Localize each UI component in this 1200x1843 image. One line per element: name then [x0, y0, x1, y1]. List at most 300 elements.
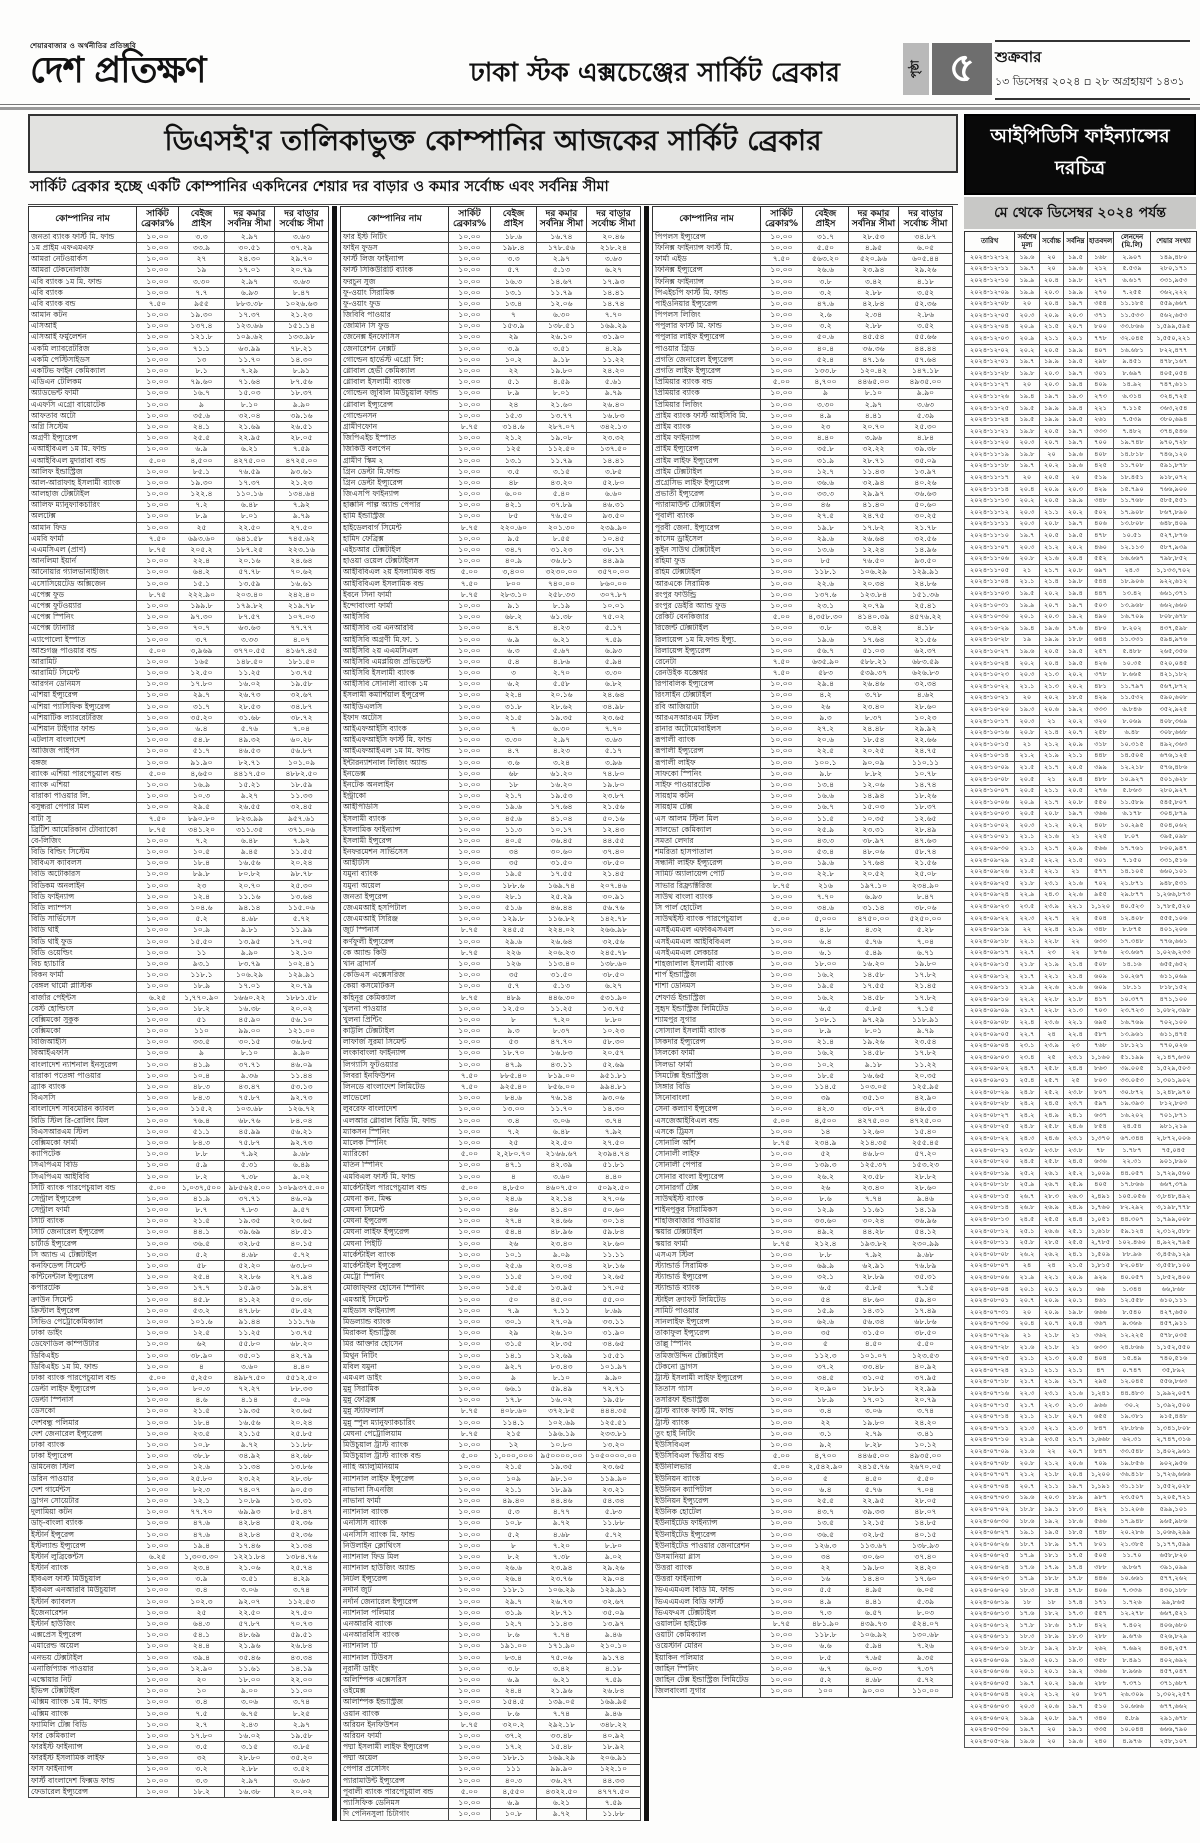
value-cell: ১০.০০: [761, 634, 803, 645]
value-cell: ৫৭.৭৮: [225, 567, 275, 578]
company-name-cell: ভিএফএস টেক্সটাইল: [653, 1608, 761, 1619]
table-row: [653, 1652, 953, 1663]
company-name-cell: অলিম্পিক এক্সেসরিস: [341, 1675, 449, 1686]
company-name-cell: ইন্দোবাংলা ফার্মা: [341, 601, 449, 612]
value-cell: ৪৩৭,৫৯৮: [1151, 623, 1197, 635]
value-cell: ৭.৯: [491, 1306, 537, 1317]
table-row: [341, 858, 641, 869]
value-cell: ৭.৭০: [587, 724, 641, 735]
value-cell: ৪৫৭৬.২২: [899, 612, 953, 623]
company-name-cell: ন্যাশনাল লাইফ ইন্সুরেন্স: [341, 1473, 449, 1484]
company-name-cell: ২০২৪-০৯-২২: [965, 913, 1015, 925]
company-name-cell: মতিন স্পিনিং: [341, 1160, 449, 1171]
table-row: [965, 298, 1197, 310]
value-cell: ৪.৫০: [849, 1473, 899, 1484]
value-cell: ২০.৭: [1040, 437, 1064, 449]
value-cell: ১০.০০: [137, 1059, 179, 1070]
value-cell: ২১.৪৫: [587, 869, 641, 880]
value-cell: ৪০৬: [1088, 518, 1114, 530]
value-cell: ১০১.৬: [179, 1317, 225, 1328]
value-cell: ১২.১৫: [849, 1518, 899, 1529]
value-cell: ১৯.৭: [1040, 391, 1064, 403]
table-row: [965, 1620, 1197, 1632]
company-name-cell: ২০২৪-০৯-০৮: [965, 1017, 1015, 1029]
value-cell: ২১.৩৮৫: [1114, 1539, 1151, 1551]
value-cell: ১০.০০: [761, 1149, 803, 1160]
value-cell: ৪.৭৭: [537, 1507, 587, 1518]
value-cell: ১৭.৮০: [179, 679, 225, 690]
table-row: [341, 332, 641, 343]
company-name-cell: রিংসাইন টেক্সটাইল: [653, 690, 761, 701]
company-name-cell: ডেসকো: [29, 1406, 137, 1417]
value-cell: ১৫.৭৯০: [1114, 484, 1151, 496]
company-name-cell: ২০২৪-১০-২৯: [965, 623, 1015, 635]
value-cell: ৩.৮: [803, 276, 849, 287]
value-cell: ২১: [1064, 1330, 1088, 1342]
value-cell: ১২.১১৩: [1114, 542, 1151, 554]
value-cell: ২৩.৯: [1040, 901, 1064, 913]
value-cell: ২০.৫: [1064, 1353, 1088, 1365]
value-cell: ১০.০০: [449, 433, 491, 444]
value-cell: ১৯.৬: [1064, 263, 1088, 275]
value-cell: ১৯.২৬: [849, 1037, 899, 1048]
company-name-cell: হাওয়া ওয়েল টেক্সটাইলস: [341, 556, 449, 567]
company-name-cell: ২০২৪-০৯-১২: [965, 971, 1015, 983]
table-row: [29, 1574, 329, 1585]
company-name-cell: এপেক্স স্পিনিং: [29, 612, 137, 623]
value-cell: ৩৩.৪৮: [537, 1731, 587, 1742]
value-cell: ৭০০: [1088, 437, 1114, 449]
value-cell: ৩৭.২: [803, 1361, 849, 1372]
value-cell: ৫.৮৫: [849, 1003, 899, 1014]
value-cell: ১৯.৭: [1015, 263, 1040, 275]
value-cell: ২২: [1064, 947, 1088, 959]
value-cell: ১৬.০২: [225, 1731, 275, 1742]
value-cell: ৮৮.৯৬: [1114, 1249, 1151, 1261]
company-name-cell: বারাকা পতেঙ্গা পাওয়ার: [29, 1071, 137, 1082]
value-cell: ১০.০০: [449, 869, 491, 880]
value-cell: ৯০২,৯৫৬: [1151, 1457, 1197, 1469]
value-cell: ২৮.৩৫: [537, 1339, 587, 1350]
value-cell: ১০.০০: [449, 746, 491, 757]
value-cell: ১৪.৮১৮: [1114, 449, 1151, 461]
value-cell: ৪০.৪: [803, 343, 849, 354]
value-cell: ৩.৩০: [587, 668, 641, 679]
value-cell: ৪৯২,৩৬৩: [1151, 739, 1197, 751]
company-name-cell: লাভেলো: [341, 1093, 449, 1104]
value-cell: ৬৩৫.৯০: [803, 657, 849, 668]
company-name-cell: ওয়ালটন হাইটেক: [653, 1619, 761, 1630]
value-cell: ১০.২: [491, 355, 537, 366]
table-row: [29, 1182, 329, 1193]
table-row: [341, 500, 641, 511]
value-cell: ৩.১৫: [225, 1742, 275, 1753]
table-row: [965, 959, 1197, 971]
company-name-cell: আইসিবি: [341, 612, 449, 623]
table-row: [29, 892, 329, 903]
value-cell: ৮.৭৫: [137, 545, 179, 556]
value-cell: ১০.৩: [179, 791, 225, 802]
company-name-cell: ২০২৪-০৯-১৭: [965, 947, 1015, 959]
value-cell: ১০.০০: [449, 724, 491, 735]
value-cell: ১০.৮০: [537, 1440, 587, 1451]
company-name-cell: আইসিবি অগ্রণী মি.ফা. ১: [341, 634, 449, 645]
value-cell: ১০.০০: [137, 355, 179, 366]
table-row: [29, 1294, 329, 1305]
value-cell: ১১০.১৬: [225, 489, 275, 500]
table-row: [29, 500, 329, 511]
company-name-cell: গোল্ডেন হার্ভেস্ট এগ্রো লি:: [341, 355, 449, 366]
value-cell: ১০.৩৫: [1114, 657, 1151, 669]
value-cell: ১০.০০: [761, 802, 803, 813]
value-cell: ১৯.৫: [1064, 646, 1088, 658]
value-cell: ১৫৪.৫: [491, 1697, 537, 1708]
value-cell: ৭.৫০: [761, 254, 803, 265]
value-cell: ১০.০০: [137, 343, 179, 354]
company-name-cell: ২০২৪-১১-০৫: [965, 565, 1015, 577]
value-cell: ৩৬.২৭: [537, 1775, 587, 1786]
value-cell: ১৮.৯: [1064, 1492, 1088, 1504]
value-cell: ১৭.৮২: [849, 522, 899, 533]
value-cell: ১১.৮৮: [587, 1518, 641, 1529]
table-row: [965, 402, 1197, 414]
value-cell: ১০.০০: [449, 858, 491, 869]
company-name-cell: স্টাইল ক্র্যাফট লিমিটেড: [653, 1294, 761, 1305]
company-name-cell: মুন্নু সিরামিক: [341, 1384, 449, 1395]
table-row: [965, 1214, 1197, 1226]
value-cell: ৮.৯: [491, 388, 537, 399]
value-cell: ৪.০৭: [275, 634, 329, 645]
value-cell: ২৬.৫১: [275, 422, 329, 433]
value-cell: ১২.২২৫: [1114, 1330, 1151, 1342]
value-cell: ৫৫.৬৬: [899, 332, 953, 343]
table-row: [653, 232, 953, 243]
company-name-cell: ২০২৪-০৭-০৮: [965, 1457, 1015, 1469]
value-cell: ৫৮৮.২১: [849, 657, 899, 668]
value-cell: ১৭.০১: [225, 265, 275, 276]
table-row: [29, 824, 329, 835]
table-row: [341, 1641, 641, 1652]
value-cell: ৪১.২২: [225, 1294, 275, 1305]
company-name-cell: দি পেনিনসুলা চিটাগাং: [341, 1809, 449, 1820]
value-cell: ২০.২৪: [275, 858, 329, 869]
value-cell: ২১.৫: [1040, 321, 1064, 333]
value-cell: ৫.০০: [449, 1149, 491, 1160]
value-cell: ২৬.৩: [1064, 1191, 1088, 1203]
value-cell: ৪১.০৪: [537, 813, 587, 824]
company-name-cell: সিটি ব্যাংক পারপেচুয়াল বন্ড: [29, 1182, 137, 1193]
value-cell: ৫.০০: [137, 1182, 179, 1193]
table-row: [29, 534, 329, 545]
value-cell: ১০.০০: [449, 1462, 491, 1473]
company-name-cell: ইবনে সিনা ফার্মা: [341, 590, 449, 601]
value-cell: ১৮.৩: [1015, 1585, 1040, 1597]
page-number: ৫: [932, 43, 992, 95]
value-cell: ৫২.৩৬: [275, 1529, 329, 1540]
value-cell: ৫৯.৪০: [899, 1294, 953, 1305]
table-row: [653, 1540, 953, 1551]
value-cell: ২১.২৩: [275, 310, 329, 321]
company-name-cell: অরিয়ন ফার্মা: [341, 1731, 449, 1742]
value-cell: ২১.৫: [179, 1406, 225, 1417]
value-cell: ৯.৪৫১: [1114, 356, 1151, 368]
value-cell: ৪৭.৬৩: [899, 836, 953, 847]
table-row: [29, 455, 329, 466]
value-cell: ১০.০০: [137, 1384, 179, 1395]
value-cell: ২৫.৮: [1040, 1063, 1064, 1075]
value-cell: ২১.৫: [1064, 855, 1088, 867]
value-cell: ৮৫৪: [1088, 1121, 1114, 1133]
value-cell: ৩৩.৮৬৬: [1114, 321, 1151, 333]
table-row: [653, 1216, 953, 1227]
value-cell: ২০৬.৯১: [587, 1753, 641, 1764]
value-cell: ১০.০০: [137, 948, 179, 959]
circuit-breaker-section: [28, 114, 958, 1821]
value-cell: ২১.৯: [1015, 1434, 1040, 1446]
table-row: [341, 1540, 641, 1551]
value-cell: ৪৮.৬৯: [225, 1630, 275, 1641]
value-cell: ৫৬৬: [1088, 1515, 1114, 1527]
company-name-cell: অ্যাডভেন্ট ফার্মা: [29, 388, 137, 399]
value-cell: ২০.১৬: [225, 556, 275, 567]
value-cell: ১,৩০৩.৩০: [179, 1552, 225, 1563]
table-row: [653, 1294, 953, 1305]
table-row: [29, 1719, 329, 1730]
company-name-cell: মাইডাস ফাইন্যান্স: [341, 1306, 449, 1317]
value-cell: ৫২.৪: [803, 355, 849, 366]
value-cell: ১৬.৭০৯: [1114, 611, 1151, 623]
table-row: [341, 1809, 641, 1820]
value-cell: ২০৩.৪০: [225, 590, 275, 601]
table-row: [965, 1539, 1197, 1551]
table-row: [965, 344, 1197, 356]
table-row: [29, 466, 329, 477]
value-cell: ৩.৮: [491, 1664, 537, 1675]
value-cell: ২১.৩: [1040, 681, 1064, 693]
value-cell: ২১.৩: [1040, 669, 1064, 681]
company-name-cell: প্রাইম ব্যাংক ফার্স্ট আইসিবি মি.: [653, 411, 761, 422]
value-cell: ১৭.৬: [1064, 623, 1088, 635]
company-name-cell: ফু-ওয়াং সিরামিক: [341, 287, 449, 298]
value-cell: ২০.৪: [1064, 773, 1088, 785]
value-cell: ১০.০০: [449, 399, 491, 410]
value-cell: ৪৯.৪০: [491, 1496, 537, 1507]
company-name-cell: ২০২৪-১১-২৬: [965, 391, 1015, 403]
value-cell: ৮৫৬.০০: [537, 1082, 587, 1093]
value-cell: ১৯.৬: [1015, 1492, 1040, 1504]
value-cell: ২৯.০৪: [587, 1574, 641, 1585]
company-name-cell: ডিবিএইচ: [29, 1350, 137, 1361]
value-cell: ৭: [491, 724, 537, 735]
table-row: [653, 1104, 953, 1115]
value-cell: ৪৭৮: [1088, 530, 1114, 542]
value-cell: ৫.৫৮: [537, 679, 587, 690]
value-cell: ২০.৯০: [803, 1384, 849, 1395]
company-name-cell: সোনার বাংলা ইন্স্যুরেন্স: [653, 1171, 761, 1182]
value-cell: ৯.৮১: [225, 925, 275, 936]
value-cell: ১২.৯০: [179, 1664, 225, 1675]
value-cell: ৬২.৩১: [1114, 1434, 1151, 1446]
value-cell: ৬.৫৭: [849, 1608, 899, 1619]
table-row: [653, 824, 953, 835]
value-cell: ৯.১৮: [537, 355, 587, 366]
value-cell: ২২.৪: [1064, 1028, 1088, 1040]
value-cell: ৩৬.৪৫: [537, 836, 587, 847]
table-row: [341, 310, 641, 321]
value-cell: ৪.৬৮: [537, 1529, 587, 1540]
company-name-cell: ফার্স্ট বাংলাদেশ ফিক্সড ফান্ড: [29, 1775, 137, 1786]
value-cell: ২০.৩৫: [899, 1071, 953, 1082]
table-row: [653, 556, 953, 567]
company-name-cell: প্রাইম ইন্স্যুরেন্স: [653, 444, 761, 455]
value-cell: ১৬.২: [803, 992, 849, 1003]
value-cell: ২৩.৯৪: [537, 1563, 587, 1574]
table-row: [341, 366, 641, 377]
value-cell: ১০.০০: [449, 1160, 491, 1171]
company-name-cell: শমরিতা হাসপাতাল: [653, 847, 761, 858]
table-row: [653, 366, 953, 377]
value-cell: ১০.০০: [137, 735, 179, 746]
value-cell: ১০.০০: [137, 1171, 179, 1182]
table-row: [653, 1462, 953, 1473]
value-cell: ১৯.৭: [1064, 368, 1088, 380]
value-cell: ১০.০০: [449, 232, 491, 243]
value-cell: ১১.৬১: [225, 1664, 275, 1675]
value-cell: ২৪.২০: [899, 1563, 953, 1574]
table-row: [29, 724, 329, 735]
company-name-cell: বিডি সার্ভিসেস: [29, 914, 137, 925]
value-cell: ৩৬.৮৫: [275, 1037, 329, 1048]
value-cell: ১০.০০: [449, 847, 491, 858]
page-number-badge: [903, 43, 992, 95]
table-row: [965, 495, 1197, 507]
company-name-cell: মার্কেন্টাইল ব্যাংক: [341, 1250, 449, 1261]
company-name-cell: রহিমা ফুড: [653, 556, 761, 567]
value-cell: ৭৫,০৪৫: [1151, 1144, 1197, 1156]
table-row: [653, 1015, 953, 1026]
value-cell: ১৯: [179, 265, 225, 276]
company-name-cell: এস্কোয়ার নিট: [29, 1675, 137, 1686]
value-cell: ২০.২: [1015, 657, 1040, 669]
value-cell: ১৯.৯: [1040, 356, 1064, 368]
column-header: শেয়ার সংখ্যা: [1151, 232, 1197, 252]
value-cell: ১০.০০: [761, 1104, 803, 1115]
value-cell: ২০.৩: [1064, 484, 1088, 496]
value-cell: ১৯.৪: [1064, 379, 1088, 391]
value-cell: ১৯৯.৮: [179, 601, 225, 612]
company-name-cell: ২০২৪-০৬-১০: [965, 1643, 1015, 1655]
value-cell: ১০.০০: [137, 578, 179, 589]
value-cell: ৪২৭,৬৫০: [1151, 1307, 1197, 1319]
value-cell: ৫৩.২: [179, 1306, 225, 1317]
value-cell: ৭০৩: [1088, 1005, 1114, 1017]
value-cell: ৫০.১৬: [587, 813, 641, 824]
table-row: [653, 388, 953, 399]
company-name-cell: তিতাস গ্যাস: [653, 1384, 761, 1395]
company-name-cell: এসএস স্টিল: [653, 1250, 761, 1261]
value-cell: ২৬.৮৪: [587, 1686, 641, 1697]
value-cell: ২১৪.৩৫: [849, 1138, 899, 1149]
value-cell: ৩.০৬: [849, 1406, 899, 1417]
company-name-cell: বাংলাদেশ ন্যাশনাল ইনসুরেন্স: [29, 1059, 137, 1070]
table-row: [341, 1507, 641, 1518]
value-cell: ২০.৯: [1040, 1295, 1064, 1307]
value-cell: ৭.৩৭: [899, 1664, 953, 1675]
value-cell: ১০.০০: [137, 1686, 179, 1697]
company-name-cell: শ্যামপুর সুগার: [653, 1015, 761, 1026]
value-cell: ৪.৭: [491, 623, 537, 634]
value-cell: ২.৮৮: [225, 1764, 275, 1775]
value-cell: ৩৫.২০: [275, 1753, 329, 1764]
company-name-cell: প্যাসিফিক ডেনিমস: [341, 1798, 449, 1809]
value-cell: ৪৪১৭.৫০: [225, 769, 275, 780]
value-cell: ২১.৫: [491, 1462, 537, 1473]
value-cell: ২৪.৮: [1015, 1121, 1040, 1133]
value-cell: ৪০৮: [1088, 820, 1114, 832]
value-cell: ১১৩.৪০: [537, 959, 587, 970]
table-row: [29, 1361, 329, 1372]
table-row: [653, 444, 953, 455]
value-cell: ২২.২: [1015, 994, 1040, 1006]
value-cell: ১০.০০: [761, 1171, 803, 1182]
value-cell: ৪৭: [1088, 1365, 1114, 1377]
value-cell: ১৯.৩৫: [537, 713, 587, 724]
value-cell: ৩৫.০১: [225, 1350, 275, 1361]
company-name-cell: ইস্টার্ন ইন্সুরেন্স: [29, 1529, 137, 1540]
table-row: [341, 1361, 641, 1372]
value-cell: ৬৭.৩৪৪: [1114, 1133, 1151, 1145]
value-cell: ৩৬.৯৬: [899, 1216, 953, 1227]
company-name-cell: ড্রাগন সোয়েটার: [29, 1496, 137, 1507]
value-cell: ১৩.৫: [803, 1518, 849, 1529]
value-cell: ২৫.১: [1015, 1226, 1040, 1238]
value-cell: ৫৭৭: [1088, 866, 1114, 878]
value-cell: ১০.০০: [449, 1417, 491, 1428]
table-row: [965, 982, 1197, 994]
company-name-cell: ২০২৪-১০-২৪: [965, 657, 1015, 669]
value-cell: ১৯.৭: [1064, 808, 1088, 820]
company-name-cell: প্রাইম ব্যাংক: [653, 422, 761, 433]
value-cell: ১০.০০: [137, 332, 179, 343]
value-cell: ৩৪: [491, 847, 537, 858]
company-name-cell: ২০২৪-০৭-১৫: [965, 1399, 1015, 1411]
value-cell: ৫৫৫,১০৬: [1151, 913, 1197, 925]
value-cell: ২০.৯: [1015, 333, 1040, 345]
value-cell: ২৩.৮: [1064, 1086, 1088, 1098]
table-row: [653, 959, 953, 970]
value-cell: ৭.২৯: [225, 366, 275, 377]
value-cell: ৫২০.৯৬: [849, 254, 899, 265]
company-name-cell: ২০২৪-১২-১০: [965, 275, 1015, 287]
value-cell: ৮০.৮২: [225, 869, 275, 880]
table-row: [29, 1171, 329, 1182]
company-name-cell: এসইএমএল আইবিবিএল: [653, 936, 761, 947]
value-cell: ২৮.৬০: [587, 1238, 641, 1249]
value-cell: ১০.০০: [449, 1127, 491, 1138]
company-name-cell: এপেক্স ফুড: [29, 590, 137, 601]
value-cell: ৩৫: [803, 1328, 849, 1339]
table-row: [653, 1406, 953, 1417]
table-row: [965, 1527, 1197, 1539]
value-cell: ২.৩৪: [849, 310, 899, 321]
table-row: [653, 1675, 953, 1686]
value-cell: ১০.০০: [449, 903, 491, 914]
table-row: [29, 1350, 329, 1361]
value-cell: ৩৯.৬৯: [225, 1227, 275, 1238]
value-cell: ২০.৮: [1015, 553, 1040, 565]
value-cell: ১৬৯.৭৪: [537, 880, 587, 891]
value-cell: ১২৫.৯৫: [899, 1082, 953, 1093]
